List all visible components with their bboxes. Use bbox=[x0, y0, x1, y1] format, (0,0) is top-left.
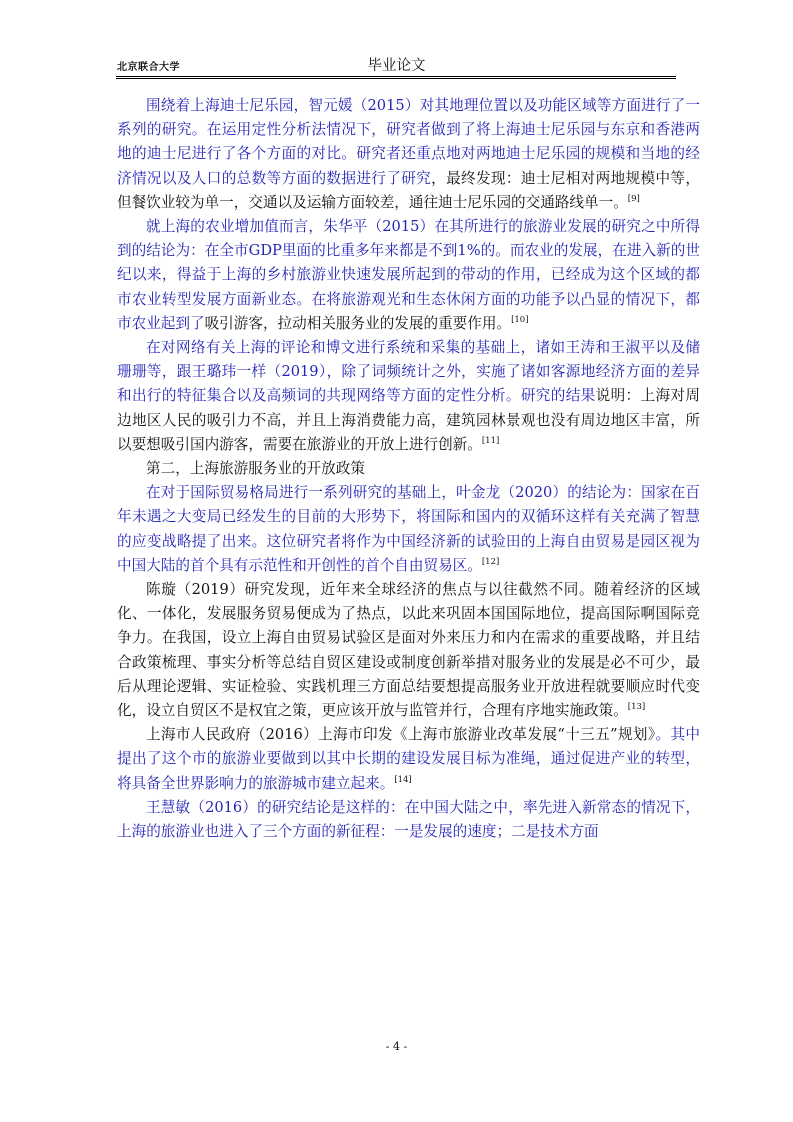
paragraph-6 bbox=[117, 578, 700, 723]
paragraph-7-text: 上海市人民政府（2016）上海市印发《上海市旅游业改革发展“十三五”规划》 bbox=[146, 726, 656, 744]
citation-14: [14] bbox=[394, 774, 412, 785]
header-rule-secondary bbox=[116, 78, 676, 79]
page-number: - 4 - bbox=[385, 1040, 408, 1053]
paragraph-3 bbox=[117, 336, 700, 457]
paragraph-5 bbox=[117, 481, 700, 578]
section-heading-text: 第二，上海旅游服务业的开放政策 bbox=[146, 460, 365, 478]
paragraph-2-text: 吸引游客，拉动相关服务业的发展的重要作用。 bbox=[204, 314, 512, 332]
citation-12: [12] bbox=[481, 556, 500, 567]
paragraph-1-highlight: 围绕着上海迪士尼乐园，智元媛（2015）对其地理位置以及功能区域等方面进行了一系列的研究。在运用定性分析法情况下，研究者做到了将上海迪士尼乐园与东京和香港两地的迪士尼进行了各个方面的对比。研究者还重点地对两地迪士尼乐园的规模和当地的经济情况以及人口的总数等方面的数据进行了研究 bbox=[117, 97, 700, 187]
paragraph-3-highlight: 在对网络有关上海的评论和博文进行系统和采集的基础上，诸如王涛和王淑平以及储珊珊等，跟王璐玮一样（2019），除了词频统计之外，实施了诸如客源地经济方面的差异和出行的特征集合以及高频词的共现网络等方面的定性分析。研究的结果 bbox=[117, 339, 700, 405]
paragraph-8 bbox=[117, 796, 700, 844]
document-body bbox=[117, 94, 700, 844]
header-rule bbox=[116, 76, 676, 77]
paragraph-1-text: ，最终发现：迪士尼相对两地规模中等，但餐饮业较为单一，交通以及运输方面较差，通往迪士尼乐园的交通路线单一。 bbox=[117, 169, 700, 211]
paragraph-2 bbox=[117, 215, 700, 336]
citation-9: [9] bbox=[627, 193, 640, 204]
citation-11: [11] bbox=[481, 435, 500, 446]
paragraph-7 bbox=[117, 723, 700, 796]
citation-10: [10] bbox=[511, 314, 529, 325]
section-heading bbox=[117, 457, 700, 481]
header-university: 北京联合大学 bbox=[117, 62, 180, 73]
paragraph-1 bbox=[117, 94, 700, 215]
citation-13: [13] bbox=[627, 702, 646, 713]
paragraph-2-highlight: 就上海的农业增加值而言，朱华平（2015）在其所进行的旅游业发展的研究之中所得到的结论为：在全市GDP里面的比重多年来都是不到1%的。而农业的发展，在进入新的世纪以来，得益于上海的乡村旅游业快速发展所起到的带动的作用，已经成为这个区域的都市农业转型发展方面新业态。在将旅游观光和生态休闲方面的功能予以凸显的情况下，都市农业起到了 bbox=[117, 218, 700, 332]
paragraph-3-text: 说明：上海对周边地区人民的吸引力不高，并且上海消费能力高，建筑园林景观也没有周边地区丰富，所以要想吸引国内游客，需要在旅游业的开放上进行创新。 bbox=[117, 387, 700, 453]
paragraph-5-highlight: 在对于国际贸易格局进行一系列研究的基础上，叶金龙（2020）的结论为：国家在百年未遇之大变局已经发生的目前的大形势下，将国际和国内的双循环这样有关充满了智慧的应变战略提了出来。这位研究者将作为中国经济新的试验田的上海自由贸易是园区视为中国大陆的首个具有示范性和开创性的首个自由贸易区。 bbox=[117, 484, 700, 574]
paragraph-7-highlight: 。其中提出了这个市的旅游业要做到以其中长期的建设发展目标为准绳，通过促进产业的转型，将具备全世界影响力的旅游城市建立起来。 bbox=[117, 726, 700, 792]
paragraph-6-text: 陈璇（2019）研究发现，近年来全球经济的焦点与以往截然不同。随着经济的区域化、一体化，发展服务贸易便成为了热点，以此来巩固本国国际地位，提高国际啊国际竞争力。在我国，设立上海自由贸易试验区是面对外来压力和内在需求的重要战略，并且结合政策梳理、事实分析等总结自贸区建设或制度创新举措对服务业的发展是必不可少，最后从理论逻辑、实证检验、实践机理三方面总结要想提高服务业开放进程就要顺应时代变化，设立自贸区不是权宜之策，更应该开放与监管并行，合理有序地实施政策。 bbox=[117, 581, 700, 720]
paragraph-8-highlight: 王慧敏（2016）的研究结论是这样的：在中国大陆之中，率先进入新常态的情况下，上海的旅游业也进入了三个方面的新征程：一是发展的速度；二是技术方面 bbox=[117, 798, 700, 841]
header-title: 毕业论文 bbox=[367, 58, 426, 74]
